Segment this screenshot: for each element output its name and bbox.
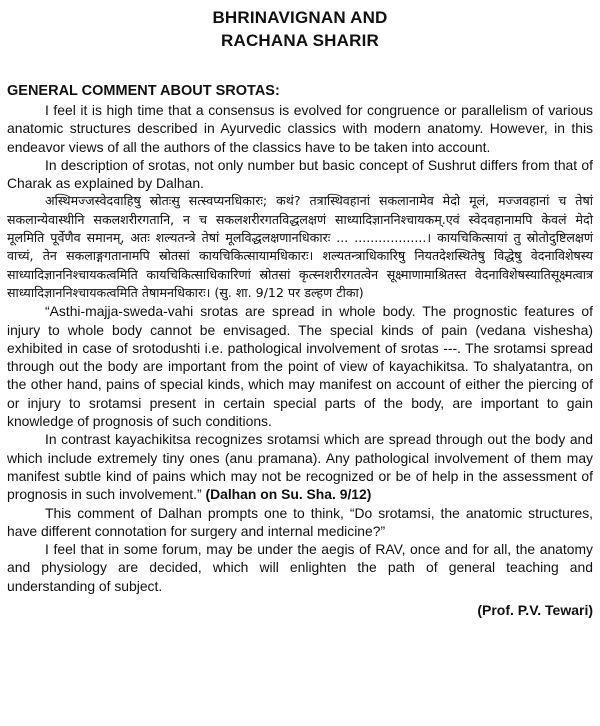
section-heading: GENERAL COMMENT ABOUT SROTAS:: [7, 83, 280, 99]
paragraph-kayachikitsa: [7, 430, 593, 503]
dalhan-reference: (Dalhan on Su. Sha. 9/12): [205, 486, 372, 503]
document-title: [7, 6, 593, 52]
title-line-1: BHRINAVIGNAN AND: [212, 8, 388, 27]
title-line-2: RACHANA SHARIR: [221, 31, 379, 50]
document-page: [7, 6, 593, 620]
paragraph-consensus: I feel it is high time that a consensus is evolved for congruence or parallelism of various anatomic structures described in Ayurvedic classics with modern anatomy. However, in this endeavor views of all the authors of the classics have to be taken into account.: [7, 102, 593, 155]
paragraph-srotas-description: In description of srotas, not only number but basic concept of Sushrut differs from that of Charak as explained by Dalhan.: [7, 156, 593, 192]
author-signature: (Prof. P.V. Tewari): [477, 602, 593, 619]
paragraph-kayachikitsa-text: In contrast kayachikitsa recognizes srotamsi which are spread through out the body and which include extremely tiny ones (anu pramana). Any pathological involvement of them may manifest subtle kind of pains which may not be recognized or be of help in the assessment of prognosis in such involvement.”: [7, 431, 593, 503]
paragraph-translation: “Asthi-majja-sweda-vahi srotas are spread in whole body. The prognostic features of injury to whole body cannot be envisaged. The special kinds of pain (vedana vishesha) exhibited in case of srotodushti i.e. pathological involvement of srotas ---. The srotamsi spread through out the body are important from the point of view of kayachikitsa. To shalyatantra, on the other hand, pains of special kinds, which may manifest on account of either the piercing of or injury to srotamsi present in certain special parts of the body, are important to gain knowledge of prognosis of such conditions.: [7, 303, 593, 430]
paragraph-forum: I feel that in some forum, may be under the aegis of RAV, once and for all, the anatomy and physiology are decided, which will enlighten the path of general teaching and understanding of subject.: [7, 541, 593, 594]
sanskrit-quotation: अस्थिमज्जस्वेदवाहिषु स्रोतःसु सत्स्वप्यनधिकारः; कथं? तत्रास्थिवहानां सकलानामेव मेदो मूलं, मज्जवहानां च तेषां सकलान्येवास्थीनि सकलशरीरगतानि, न च सकलशरीरगतविद्धलक्षणं साध्यादिज्ञाननिश्चायकम्‌.एवं स्वेदवहानामपि केवलं मेदो मूलमिति पूर्वेणैव समानम्‌, अतः शल्यतन्त्रे तेषां मूलविद्धलक्षणानधिकारः ... ..................। कायचिकित्सायां तु स्रोतोदुष्टिलक्षणं वाच्यं, तेन सकलाङ्गगतानामपि स्रोतसां कायचिकित्सायामधिकारः। शल्यतन्त्राधिकारिषु नियतदेशस्थितेषु विद्धेषु वेदनाविशेषस्य साध्यादिज्ञाननिश्चायकत्वमिति कायचिकित्साधिकारिणां स्रोतसां कृत्स्नशरीरगतत्वेन सूक्ष्माणामाश्रितस्त वेदनाविशेषस्यातिसूक्ष्मत्वात्र साध्यादिज्ञाननिश्चायकत्वमिति तेषामनधिकारः। (सु. शा. 9/12 पर डल्हण टीका): [7, 193, 593, 300]
paragraph-dalhan-comment: This comment of Dalhan prompts one to think, “Do srotamsi, the anatomic structures, have different connotation for surgery and internal medicine?”: [7, 504, 593, 539]
